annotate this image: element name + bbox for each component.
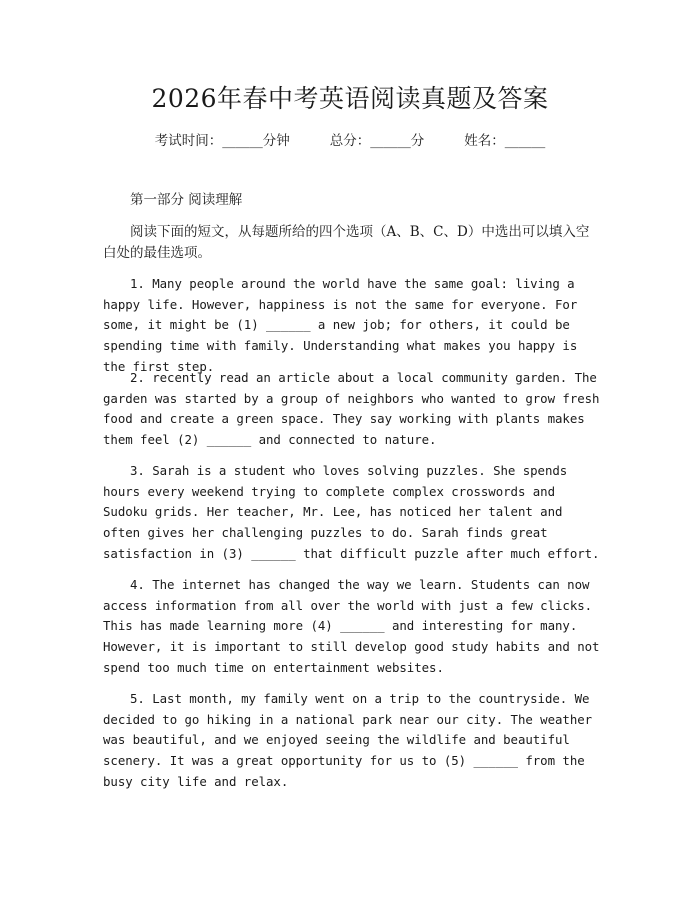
total-score-field: 总分：______分 xyxy=(329,133,425,149)
document-title: 2026年春中考英语阅读真题及答案 xyxy=(151,84,549,113)
reading-passage-5: 5. Last month, my family went on a trip to the countryside. We decided to go hiking in a national park near our city. The weather was beautiful, and we enjoyed seeing the wildlife and beautiful scenery. It was a great opportunity for us to (5) ______ from the busy city life and relax. xyxy=(103,691,593,789)
reading-passage-4: 4. The internet has changed the way we learn. Students can now access information from all over the world with just a few clicks. This has made learning more (4) ______ and interesting for many. However, it is important to still develop good study habits and not spend too much time on entertainment websites. xyxy=(103,577,600,675)
reading-passage-2: 2. recently read an article about a local community garden. The garden was started by a group of neighbors who wanted to grow fresh food and create a green space. They say working with plants makes them feel (2) ______ and connected to nature. xyxy=(103,370,600,448)
reading-passage-1: 1. Many people around the world have the same goal: living a happy life. However, happiness is not the same for everyone. For some, it might be (1) ______ a new job; for others, it could be spending time with family. Understanding what makes you happy is the first step. xyxy=(103,276,578,374)
exam-time-field: 考试时间：______分钟 xyxy=(154,133,290,149)
section-title: 第一部分 阅读理解 xyxy=(130,192,243,208)
student-name-field: 姓名：______ xyxy=(464,133,546,149)
instructions: 阅读下面的短文，从每题所给的四个选项（A、B、C、D）中选出可以填入空白处的最佳选项。 xyxy=(103,224,590,261)
reading-passage-3: 3. Sarah is a student who loves solving puzzles. She spends hours every weekend trying to complete complex crosswords and Sudoku grids. Her teacher, Mr. Lee, has noticed her talent and often gives her challenging puzzles to do. Sarah finds great satisfaction in (3) ______ that difficult puzzle after much effort. xyxy=(103,463,600,561)
exam-meta xyxy=(0,131,700,151)
